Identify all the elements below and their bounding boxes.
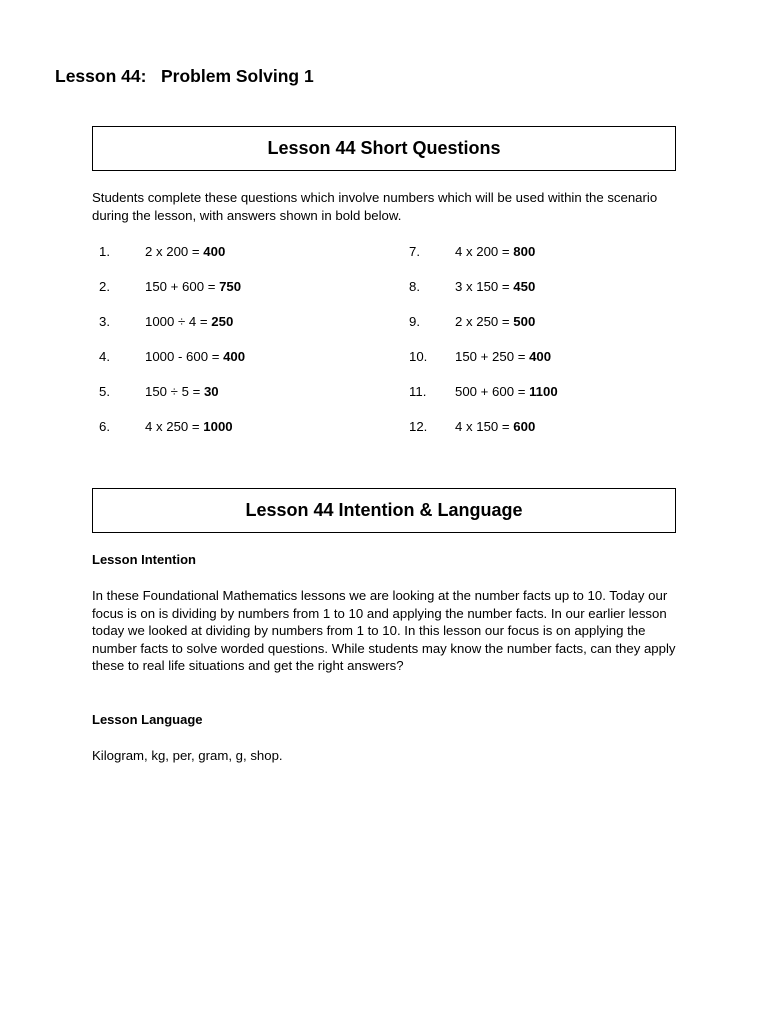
question-text: 150 ÷ 5 = <box>145 384 204 399</box>
question-answer: 400 <box>529 349 552 364</box>
question-text: 2 x 200 = <box>145 244 204 259</box>
question-expression <box>455 314 535 330</box>
question-number: 10. <box>409 349 428 364</box>
question-answer: 1000 <box>203 419 233 434</box>
question-expression <box>145 384 219 400</box>
question-text: 1000 - 600 = <box>145 349 224 364</box>
question-number: 6. <box>99 419 110 434</box>
question-expression <box>455 279 535 295</box>
question-text: 4 x 250 = <box>145 419 204 434</box>
question-answer: 250 <box>211 314 234 329</box>
question-number: 11. <box>409 384 427 399</box>
question-number: 9. <box>409 314 420 329</box>
question-answer: 1100 <box>529 384 558 399</box>
question-answer: 450 <box>513 279 536 294</box>
lesson-intention-text: In these Foundational Mathematics lessons we are looking at the number facts up to 10. Today our focus is on is dividing by numbers from 1 to 10 and applying the number facts. In our earlier lesson today we looked at dividing by numbers from 1 to 10. In this lesson our focus is on applying the number facts to solve worded questions. While students may know the number facts, can they apply these to real life situations and get the right answers? <box>92 588 676 673</box>
question-text: 2 x 250 = <box>455 314 514 329</box>
short-questions-intro: Students complete these questions which involve numbers which will be used within the scenario during the lesson, with answers shown in bold below. <box>92 190 658 223</box>
lesson-language-heading: Lesson Language <box>92 712 203 727</box>
question-number: 7. <box>409 244 420 259</box>
question-answer: 400 <box>223 349 246 364</box>
short-questions-title: Lesson 44 Short Questions <box>92 126 676 171</box>
question-answer: 600 <box>513 419 536 434</box>
question-expression <box>145 314 233 330</box>
question-expression <box>455 384 558 400</box>
question-expression <box>145 419 233 435</box>
question-text: 500 + 600 = <box>455 384 530 399</box>
question-expression <box>145 349 245 365</box>
question-number: 1. <box>99 244 110 259</box>
lesson-intention-heading: Lesson Intention <box>92 552 196 567</box>
question-text: 3 x 150 = <box>455 279 514 294</box>
question-text: 1000 ÷ 4 = <box>145 314 212 329</box>
page-title: Lesson 44: Problem Solving 1 <box>55 66 314 86</box>
question-expression <box>455 349 551 365</box>
lesson-language-text: Kilogram, kg, per, gram, g, shop. <box>92 748 283 763</box>
question-text: 4 x 150 = <box>455 419 514 434</box>
intention-language-title: Lesson 44 Intention & Language <box>92 488 676 533</box>
question-expression <box>455 419 535 435</box>
question-text: 150 + 600 = <box>145 279 220 294</box>
question-answer: 800 <box>513 244 536 259</box>
question-number: 5. <box>99 384 110 399</box>
question-number: 3. <box>99 314 110 329</box>
question-expression <box>455 244 535 260</box>
question-number: 4. <box>99 349 110 364</box>
question-expression <box>145 244 225 260</box>
question-text: 150 + 250 = <box>455 349 530 364</box>
question-text: 4 x 200 = <box>455 244 514 259</box>
question-number: 8. <box>409 279 420 294</box>
question-number: 12. <box>409 419 428 434</box>
question-number: 2. <box>99 279 110 294</box>
question-answer: 750 <box>219 279 242 294</box>
question-expression <box>145 279 241 295</box>
question-answer: 500 <box>513 314 536 329</box>
question-answer: 400 <box>203 244 226 259</box>
question-answer: 30 <box>203 384 219 399</box>
